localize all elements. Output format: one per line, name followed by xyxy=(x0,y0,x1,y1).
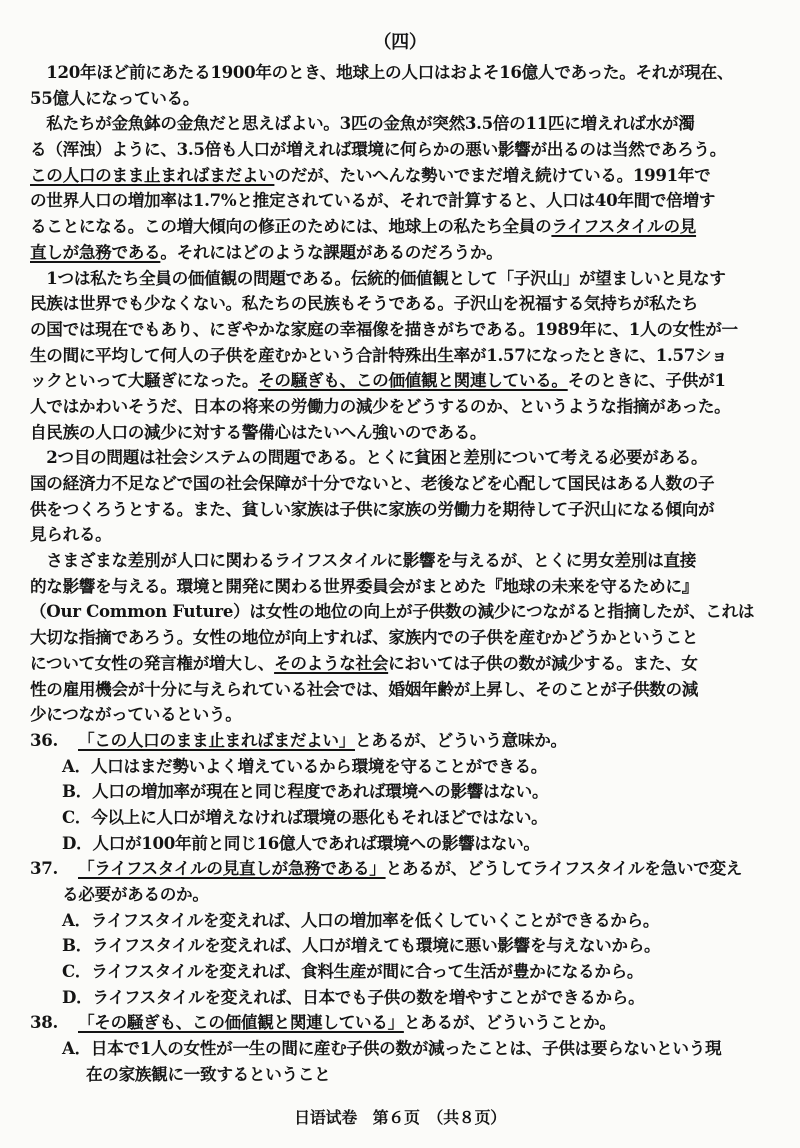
answer-option: A．ライフスタイルを変えれば、人口の増加率を低くしていくことができるから。 xyxy=(62,909,660,930)
passage-line: について女性の発言権が増大し、そのような社会においては子供の数が減少する。また、女 xyxy=(30,652,698,673)
passage-line: の国では現在でもあり、にぎやかな家庭の幸福像を描きがちである。1989年に、1人の女性が一 xyxy=(30,318,738,339)
answer-option: A．日本で1人の女性が一生の間に産む子供の数が減ったことは、子供は要らないという現 xyxy=(62,1038,722,1059)
passage-line: 大切な指摘であろう。女性の地位が向上すれば、家族内での子供を産むかどうかということ xyxy=(30,627,699,648)
passage-line: 少につながっているという。 xyxy=(30,704,242,725)
passage-line: 供をつくろうとする。また、貧しい家族は子供に家族の労働力を期待して子沢山になる傾向が xyxy=(30,498,715,519)
question-number: 37. xyxy=(30,858,58,879)
answer-option: C．今以上に人口が増えなければ環境の悪化もそれほどではない。 xyxy=(62,806,548,827)
answer-option: D．人口が100年前と同じ16億人であれば環境への影響はない。 xyxy=(62,832,540,853)
passage-line: 私たちが金魚鉢の金魚だと思えばよい。3匹の金魚が突然3.5倍の11匹に増えれば水が濁 xyxy=(46,113,695,134)
passage-line: この人口のまま止まればまだよいのだが、たいへんな勢いでまだ増え続けている。1991年で xyxy=(30,164,711,185)
answer-option: B．ライフスタイルを変えれば、人口が増えても環境に悪い影響を与えないから。 xyxy=(62,935,661,956)
question-stem: とあるが、どうしてライフスタイルを急いで変え xyxy=(385,858,743,879)
passage-line: 性の雇用機会が十分に与えられている社会では、婚姻年齢が上昇し、そのことが子供数の減 xyxy=(30,678,699,699)
passage-line: さまざまな差別が人口に関わるライフスタイルに影響を与えるが、とくに男女差別は直接 xyxy=(46,550,697,571)
question-number: 36. xyxy=(30,729,58,750)
passage-line: 人ではかわいそうだ、日本の将来の労働力の減少をどうするのか、というような指摘があった。 xyxy=(30,395,731,416)
section-heading: （四） xyxy=(373,32,427,53)
answer-option: A．人口はまだ勢いよく増えているから環境を守ることができる。 xyxy=(62,755,548,776)
question-36 xyxy=(30,728,778,754)
question-38 xyxy=(30,1010,778,1036)
underlined-phrase-37-cont: 直しが急務である xyxy=(30,241,161,262)
passage-line: 的な影響を与える。環境と開発に関わる世界委員会がまとめた『地球の未来を守るために』 xyxy=(30,575,699,596)
underlined-phrase-36: この人口のまま止まればまだよい xyxy=(30,164,275,185)
passage-line: （Our Common Future）は女性の地位の向上が子供数の減少につながると指摘したが、これは xyxy=(30,601,755,622)
answer-option: D．ライフスタイルを変えれば、日本でも子供の数を増やすことができるから。 xyxy=(62,986,645,1007)
passage-line: 民族は世界でも少なくない。私たちの民族もそうである。子沢山を祝福する気持ちが私たち xyxy=(30,293,699,314)
underlined-phrase-society: そのような社会 xyxy=(274,652,389,673)
question-number: 38. xyxy=(30,1012,58,1033)
question-stem: とあるが、どういう意味か。 xyxy=(355,729,567,750)
answer-option: C．ライフスタイルを変えれば、食料生産が間に合って生活が豊かになるから。 xyxy=(62,961,644,982)
passage-line: 国の経済力不足などで国の社会保障が十分でないと、老後などを心配して国民はある人数の子 xyxy=(30,473,715,493)
passage-line: 見られる。 xyxy=(30,524,112,545)
underlined-phrase-37: ライフスタイルの見 xyxy=(551,216,697,237)
answer-option: B．人口の増加率が現在と同じ程度であれば環境への影響はない。 xyxy=(62,781,549,802)
question-quote: 「ライフスタイルの見直しが急務である」 xyxy=(78,858,386,879)
passage-line: る（浑浊）ように、3.5倍も人口が増えれば環境に何らかの悪い影響が出るのは当然であろう。 xyxy=(30,139,727,160)
reading-passage xyxy=(30,60,778,1088)
question-quote: 「その騒ぎも、この価値観と関連している」 xyxy=(78,1012,404,1033)
question-stem: とあるが、どういうことか。 xyxy=(403,1012,616,1033)
passage-line: 55億人になっている。 xyxy=(30,87,200,108)
passage-line: ックといって大騒ぎになった。その騒ぎも、この価値観と関連している。そのときに、子供が1 xyxy=(30,370,726,391)
question-stem-cont: る必要があるのか。 xyxy=(62,884,209,904)
underlined-phrase-38: その騒ぎも、この価値観と関連している。 xyxy=(258,370,568,391)
passage-line: 1つは私たち全員の価値観の問題である。伝統的価値観として「子沢山」が望ましいと見なす xyxy=(46,267,726,288)
passage-line: 自民族の人口の減少に対する警備心はたいへん強いのである。 xyxy=(30,421,487,442)
passage-line: 120年ほど前にあたる1900年のとき、地球上の人口はおよそ16億人であった。それが現在、 xyxy=(46,62,734,82)
passage-line: 生の間に平均して何人の子供を産むかという合計特殊出生率が1.57になったときに、1.57ショ xyxy=(30,344,728,365)
answer-option-cont: 在の家族観に一致するということ xyxy=(86,1063,331,1084)
passage-line: の世界人口の増加率は1.7%と推定されているが、それで計算すると、人口は40年間で倍増す xyxy=(30,190,716,211)
passage-line: ることになる。この増大傾向の修正のためには、地球上の私たち全員のライフスタイルの見 xyxy=(30,216,697,237)
passage-line: 直しが急務である。それにはどのような課題があるのだろうか。 xyxy=(30,241,503,262)
passage-line: 2つ目の問題は社会システムの問題である。とくに貧困と差別について考える必要がある。 xyxy=(46,447,708,468)
page-footer: 日语试卷 第６页 （共８页） xyxy=(294,1108,506,1127)
question-quote: 「この人口のまま止まればまだよい」 xyxy=(78,729,355,750)
question-37 xyxy=(30,856,778,882)
